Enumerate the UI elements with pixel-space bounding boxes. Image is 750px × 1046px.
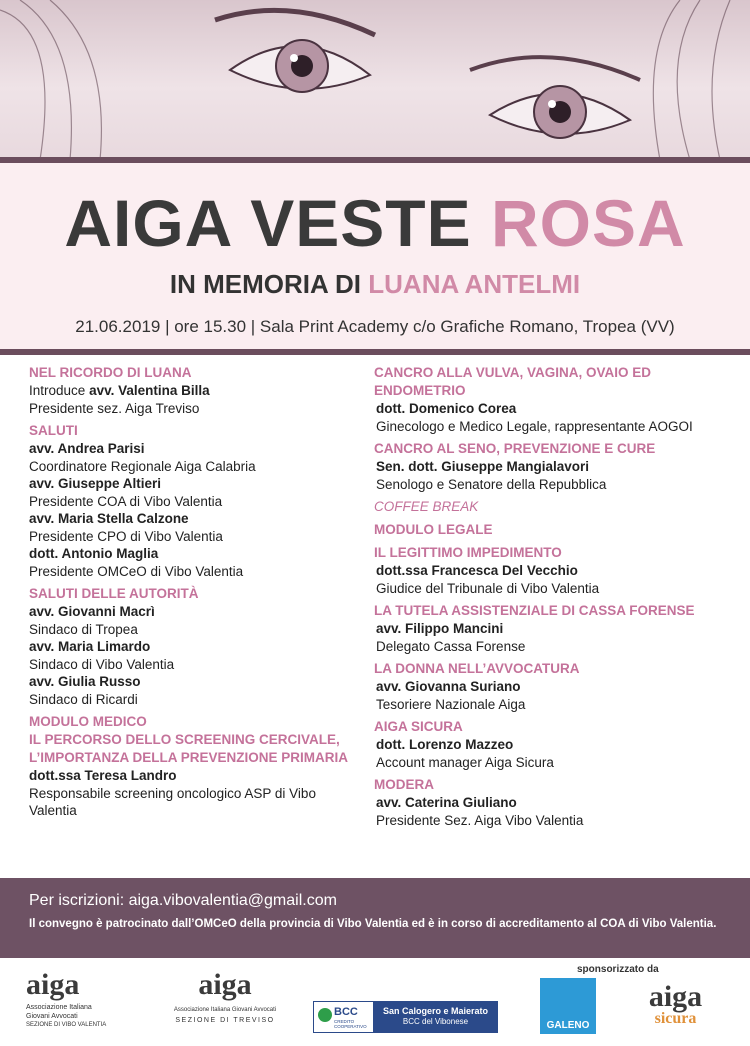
speaker-role: Presidente Sez. Aiga Vibo Valentia (376, 812, 584, 828)
speaker-name: dott. Lorenzo Mazzeo (376, 737, 514, 752)
registration-footer (0, 878, 750, 958)
aiga-vibo-logo (26, 970, 116, 1030)
speaker-role: Sindaco di Vibo Valentia (29, 656, 175, 672)
speaker-role: Account manager Aiga Sicura (376, 754, 554, 770)
logo-caption: Giovani Avvocati (26, 1012, 78, 1020)
section-heading: MODULO MEDICO (29, 714, 147, 729)
speaker-role: Senologo e Senatore della Repubblica (376, 476, 607, 492)
section-heading: NEL RICORDO DI LUANA (29, 365, 192, 380)
speaker-role: Responsabile screening oncologico ASP di Vibo Valentia (29, 785, 316, 818)
talk-title: AIGA SICURA (374, 719, 463, 734)
speaker-role: Delegato Cassa Forense (376, 638, 526, 654)
title-divider (0, 349, 750, 355)
eyes-illustration (0, 0, 750, 160)
section-heading: MODULO LEGALE (374, 522, 493, 537)
patronage-note: Il convegno è patrocinato dall’OMCeO della provincia di Vibo Valentia ed è in corso di accreditamento al COA di Vibo Valentia. (29, 918, 717, 930)
speaker-role: Tesoriere Nazionale Aiga (376, 696, 526, 712)
speaker-role: Presidente OMCeO di Vibo Valentia (29, 563, 244, 579)
speaker-role: Presidente CPO di Vibo Valentia (29, 528, 223, 544)
section-heading: SALUTI (29, 423, 78, 438)
bcc-mark (314, 1002, 374, 1032)
speaker-name: avv. Caterina Giuliano (376, 795, 517, 810)
talk-title: LA DONNA NELL’AVVOCATURA (374, 661, 580, 676)
speaker-name: dott.ssa Teresa Landro (29, 768, 177, 783)
speaker-role: Presidente COA di Vibo Valentia (29, 493, 223, 509)
aiga-wordmark: aiga (26, 968, 80, 1001)
speaker-name: avv. Maria Stella Calzone (29, 511, 189, 526)
logo-caption: Associazione Italiana (26, 1004, 92, 1011)
talk-title: LA TUTELA ASSISTENZIALE DI CASSA FORENSE (374, 603, 695, 618)
speaker-role: Coordinatore Regionale Aiga Calabria (29, 458, 256, 474)
speaker-role: Ginecologo e Medico Legale, rappresentante AOGOI (376, 418, 693, 434)
memorial-subtitle (0, 269, 750, 300)
talk-title: CANCRO AL SENO, PREVENZIONE E CURE (374, 441, 656, 456)
talk-title: IL PERCORSO DELLO SCREENING CERCIVALE, L’IMPORTANZA DELLA PREVENZIONE PRIMARIA (29, 732, 349, 765)
sicura-wordmark: sicura (654, 1010, 697, 1027)
speaker-name: avv. Valentina Billa (89, 383, 210, 398)
bcc-name: San Calogero e Maierato (382, 1006, 489, 1016)
speaker-name: avv. Giovanni Macrì (29, 604, 155, 619)
speaker-name: avv. Giovanna Suriano (376, 679, 521, 694)
subtitle-prefix: IN MEMORIA DI (169, 269, 362, 299)
hero-eyes-image (0, 0, 750, 160)
page-title (0, 185, 750, 261)
aiga-treviso-logo (160, 970, 290, 1025)
bcc-name: BCC del Vibonese (402, 1017, 469, 1026)
intro-label: Introduce (29, 383, 86, 398)
coffee-break: COFFEE BREAK (374, 499, 479, 514)
speaker-name: avv. Filippo Mancini (376, 621, 504, 636)
sponsor-logos (0, 958, 750, 1046)
bcc-logo (313, 1001, 498, 1033)
speaker-role: Presidente sez. Aiga Treviso (29, 400, 200, 416)
program-right-column (374, 364, 744, 829)
galeno-logo (540, 978, 596, 1034)
logo-caption: SEZIONE DI VIBO VALENTIA (26, 1022, 107, 1028)
aiga-wordmark: aiga (648, 980, 703, 1013)
bcc-sub: CREDITO COOPERATIVO (334, 1019, 367, 1029)
speaker-role: Giudice del Tribunale di Vibo Valentia (376, 580, 600, 596)
bcc-name-box (374, 1002, 497, 1032)
logo-caption: SEZIONE DI TREVISO (175, 1016, 275, 1024)
section-heading: MODERA (374, 777, 434, 792)
subtitle-name: LUANA ANTELMI (368, 269, 581, 299)
talk-title: CANCRO ALLA VULVA, VAGINA, OVAIO ED ENDOMETRIO (374, 365, 652, 398)
intro-line (29, 382, 349, 400)
section-heading: SALUTI DELLE AUTORITÀ (29, 586, 199, 601)
galeno-label: GALENO (546, 1020, 590, 1031)
aiga-sicura-logo (628, 982, 723, 1028)
speaker-name: dott.ssa Francesca Del Vecchio (376, 563, 578, 578)
program-left-column (29, 364, 349, 820)
speaker-name: Sen. dott. Giuseppe Mangialavori (376, 459, 590, 474)
sponsor-label: sponsorizzato da (577, 964, 659, 975)
aiga-wordmark: aiga (198, 968, 252, 1001)
title-part-dark: AIGA VESTE (64, 186, 472, 260)
logo-caption: Associazione Italiana Giovani Avvocati (173, 1007, 277, 1013)
title-part-pink: ROSA (490, 186, 686, 260)
bcc-short: BCC (334, 1006, 358, 1018)
speaker-name: avv. Giuseppe Altieri (29, 476, 162, 491)
speaker-name: avv. Giulia Russo (29, 674, 141, 689)
event-details: 21.06.2019 | ore 15.30 | Sala Print Academy c/o Grafiche Romano, Tropea (VV) (75, 317, 675, 336)
bcc-circle-icon (318, 1008, 332, 1022)
talk-title: IL LEGITTIMO IMPEDIMENTO (374, 545, 562, 560)
speaker-name: dott. Antonio Maglia (29, 546, 159, 561)
speaker-role: Sindaco di Ricardi (29, 691, 138, 707)
registration-email: Per iscrizioni: aiga.vibovalentia@gmail.com (29, 892, 337, 909)
speaker-role: Sindaco di Tropea (29, 621, 138, 637)
speaker-name: avv. Andrea Parisi (29, 441, 145, 456)
speaker-name: avv. Maria Limardo (29, 639, 151, 654)
speaker-name: dott. Domenico Corea (376, 401, 517, 416)
title-block (0, 163, 750, 349)
